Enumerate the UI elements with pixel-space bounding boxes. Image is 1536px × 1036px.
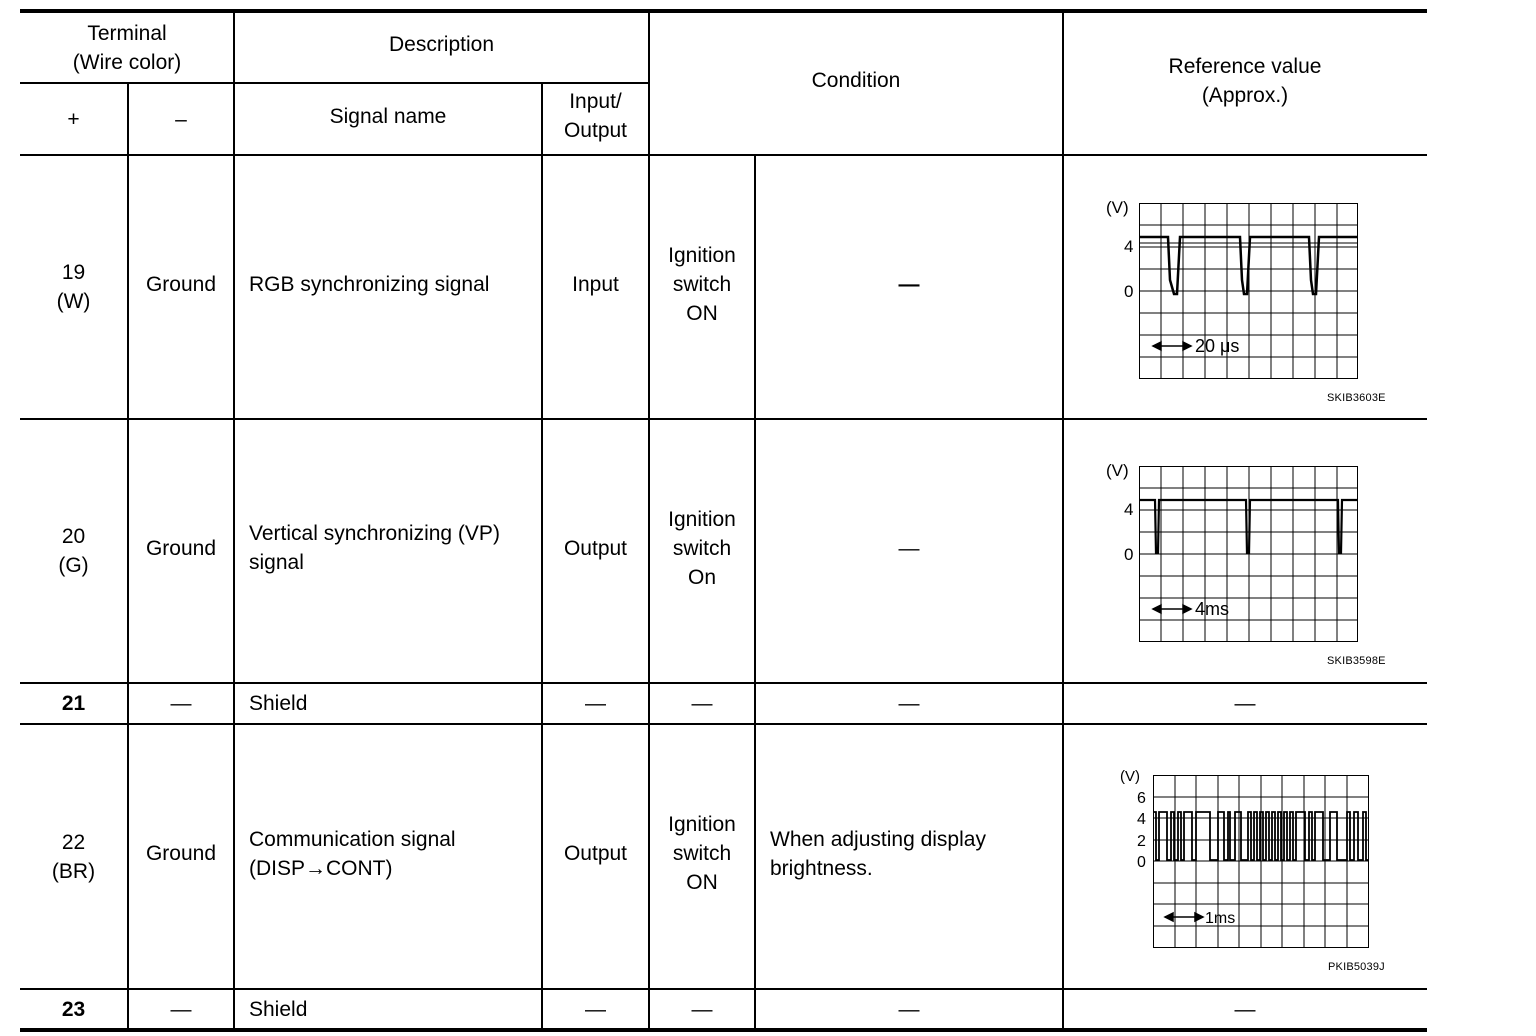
waveform-tick-label: 6: [1137, 790, 1146, 807]
row19-condition-main: Ignition switch ON: [668, 243, 736, 325]
row19-waveform-chart: [1100, 190, 1400, 390]
header-plus: +: [67, 107, 80, 131]
row20-figure-code: SKIB3598E: [1327, 655, 1386, 667]
row22-terminal-minus: Ground: [145, 842, 217, 865]
row21-condition-detail: —: [898, 692, 920, 715]
header-terminal: Terminal (Wire color): [72, 21, 182, 74]
header-condition: Condition: [811, 68, 901, 92]
header-minus: –: [175, 107, 187, 131]
header-reference-value: Reference value (Approx.): [1168, 55, 1322, 107]
row20-condition-detail: —: [898, 536, 920, 560]
row19-terminal-minus: Ground: [145, 272, 217, 296]
timebase-arrow: [1153, 605, 1191, 613]
timebase-arrow: [1165, 913, 1203, 921]
row23-signal-name: Shield: [249, 997, 308, 1021]
waveform-tick-label: 4: [1124, 237, 1134, 256]
waveform-timebase-label: 4ms: [1195, 599, 1230, 619]
row23-condition-main: —: [691, 997, 713, 1021]
row21-terminal-minus: —: [170, 692, 192, 715]
row20-io: Output: [563, 536, 628, 560]
row22-condition-detail: When adjusting display brightness.: [770, 827, 986, 880]
waveform-unit-label: (V): [1106, 461, 1129, 480]
row23-condition-detail: —: [898, 997, 920, 1021]
row22-figure-code: PKIB5039J: [1328, 961, 1385, 973]
row21-reference-value: —: [1234, 692, 1256, 715]
waveform-tick-label: 0: [1124, 545, 1134, 564]
row21-io: —: [585, 692, 606, 715]
waveform-unit-label: (V): [1120, 768, 1140, 785]
header-input-output: Input/ Output: [563, 90, 628, 142]
header-signal-name: Signal name: [329, 104, 447, 128]
row19-condition-detail: —: [898, 272, 920, 296]
waveform-timebase-label: 20 μs: [1195, 336, 1240, 356]
row22-io: Output: [563, 842, 628, 865]
row22-condition-main: Ignition switch ON: [668, 813, 736, 894]
waveform-timebase-label: 1ms: [1205, 910, 1236, 927]
waveform-tick-label: 4: [1137, 811, 1146, 828]
row20-waveform-chart: [1100, 453, 1400, 653]
waveform-tick-label: 0: [1137, 854, 1146, 871]
row20-signal-name: Vertical synchronizing (VP) signal: [249, 522, 500, 574]
header-description: Description: [388, 32, 495, 56]
timebase-arrow: [1153, 342, 1191, 350]
waveform-tick-label: 4: [1124, 500, 1134, 519]
row23-io: —: [585, 997, 606, 1021]
waveform-unit-label: (V): [1106, 198, 1129, 217]
waveform-trace: [1139, 237, 1357, 294]
row23-terminal-plus: 23: [61, 997, 86, 1021]
row19-figure-code: SKIB3603E: [1327, 392, 1386, 404]
table-bottom-border: [20, 1028, 1427, 1032]
row19-signal-name: RGB synchronizing signal: [249, 272, 490, 296]
row19-io: Input: [572, 272, 619, 296]
waveform-tick-label: 0: [1124, 282, 1134, 301]
row22-signal-name: Communication signal (DISP→CONT): [249, 827, 456, 880]
waveform-tick-label: 2: [1137, 833, 1146, 850]
row19-terminal-plus: 19 (W): [56, 261, 91, 313]
row22-terminal-plus: 22 (BR): [51, 830, 96, 883]
row22-waveform-chart: [1118, 762, 1378, 954]
waveform-trace: [1153, 812, 1368, 860]
row23-terminal-minus: —: [170, 997, 192, 1021]
oscilloscope-grid: [1153, 775, 1369, 948]
waveform-trace: [1139, 500, 1357, 553]
row21-condition-main: —: [691, 692, 713, 715]
row20-terminal-minus: Ground: [145, 536, 217, 560]
row23-reference-value: —: [1234, 997, 1256, 1021]
row21-signal-name: Shield: [249, 692, 308, 715]
row20-terminal-plus: 20 (G): [58, 525, 89, 577]
row21-terminal-plus: 21: [61, 692, 86, 715]
row20-condition-main: Ignition switch On: [668, 507, 736, 589]
